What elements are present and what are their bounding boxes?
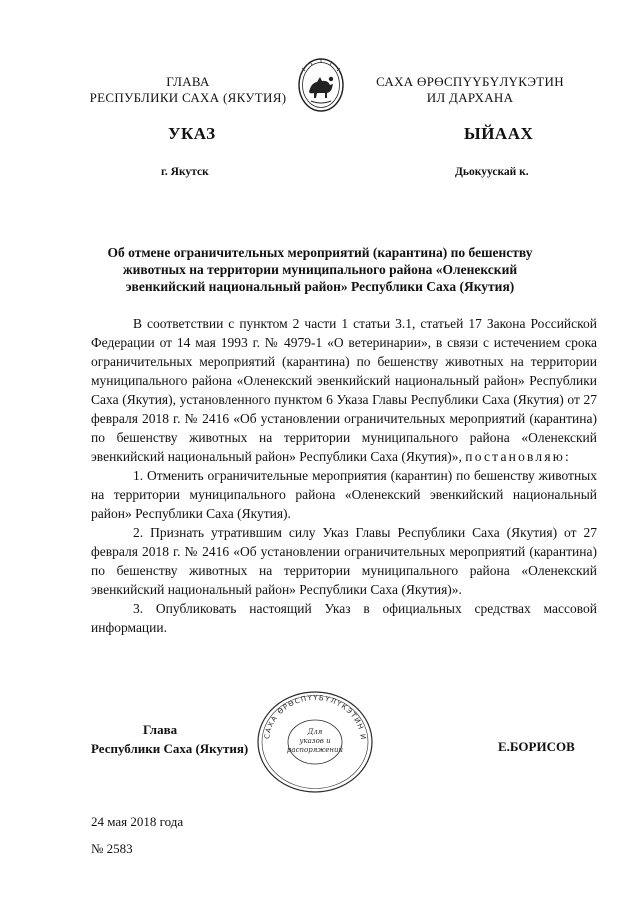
preamble-paragraph bbox=[91, 314, 597, 466]
document-footer bbox=[91, 808, 183, 862]
header-left-line2: РЕСПУБЛИКИ САХА (ЯКУТИЯ) bbox=[89, 90, 287, 105]
header-right bbox=[360, 74, 580, 106]
preamble-text: В соответствии с пунктом 2 части 1 статьи 3.1, статьей 17 Закона Российской Федерации от 14 мая 1993 г. № 4979-1 «О ветеринарии», в связи с истечением срока ограничительных мероприятий (карантина) по бешенству животных на территории муниципального района «Оленекский эвенкийский национальный район» Республики Саха (Якутия), установленного пунктом 6 Указа Главы Республики Саха (Якутия) от 27 февраля 2018 г. № 2416 «Об установлении ограничительных мероприятий (карантина) по бешенству животных на территории муниципального района «Оленекский эвенкийский национальный район» Республики Саха (Якутия)», bbox=[91, 316, 597, 464]
header-right-line1: САХА ӨРӨСПҮҮБҮЛҮКЭТИН bbox=[376, 74, 564, 89]
decree-word: постановляю: bbox=[465, 449, 571, 464]
signatory-name: Е.БОРИСОВ bbox=[498, 739, 575, 754]
seal-center-line2: указов и bbox=[299, 737, 331, 745]
city-left: г. Якутск bbox=[161, 166, 209, 178]
coat-of-arms-icon bbox=[297, 57, 345, 113]
header-left-line1: ГЛАВА bbox=[166, 74, 210, 89]
seal-center-line3: распоряжений bbox=[286, 746, 344, 754]
signature-title-line1: Глава bbox=[143, 722, 178, 737]
header-right-line2: ИЛ ДАРХАНА bbox=[426, 90, 514, 105]
list-item: 2. Признать утратившим силу Указ Главы Республики Саха (Якутия) от 27 февраля 2018 г. № 2416 «Об установлении ограничительных мероприятий (карантина) по бешенству животных на территории муниципального района «Оленекский эвенкийский национальный район» Республики Саха (Якутия)». bbox=[91, 525, 597, 597]
official-seal-icon bbox=[255, 690, 375, 794]
list-item: 1. Отменить ограничительные мероприятия (карантин) по бешенству животных на территории муниципального района «Оленекский эвенкийский национальный район» Республики Саха (Якутия). bbox=[91, 468, 597, 521]
title-line: Об отмене ограничительных мероприятий (карантина) по бешенству bbox=[107, 245, 533, 260]
city-right: Дьокуускай к. bbox=[455, 166, 529, 178]
seal-center-line1: Для bbox=[307, 728, 323, 736]
doc-type-left: УКАЗ bbox=[168, 124, 216, 143]
document-body bbox=[91, 314, 597, 637]
list-item: 3. Опубликовать настоящий Указ в официальных средствах массовой информации. bbox=[91, 601, 597, 635]
header-left bbox=[78, 74, 298, 106]
signature-title-line2: Республики Саха (Якутия) bbox=[91, 741, 249, 756]
document-date: 24 мая 2018 года bbox=[91, 814, 184, 829]
doc-type-right: ЫЙААХ bbox=[464, 124, 534, 143]
title-line: животных на территории муниципального района «Оленекский bbox=[122, 262, 518, 277]
title-line: эвенкийский национальный район» Республики Саха (Якутия) bbox=[125, 279, 515, 294]
document-number: № 2583 bbox=[91, 841, 133, 856]
seal-ring-text: САХА ӨРӨСПҮҮБҮЛҮКЭТИН И bbox=[263, 693, 368, 741]
signature-title bbox=[91, 720, 248, 758]
document-title bbox=[80, 244, 560, 295]
